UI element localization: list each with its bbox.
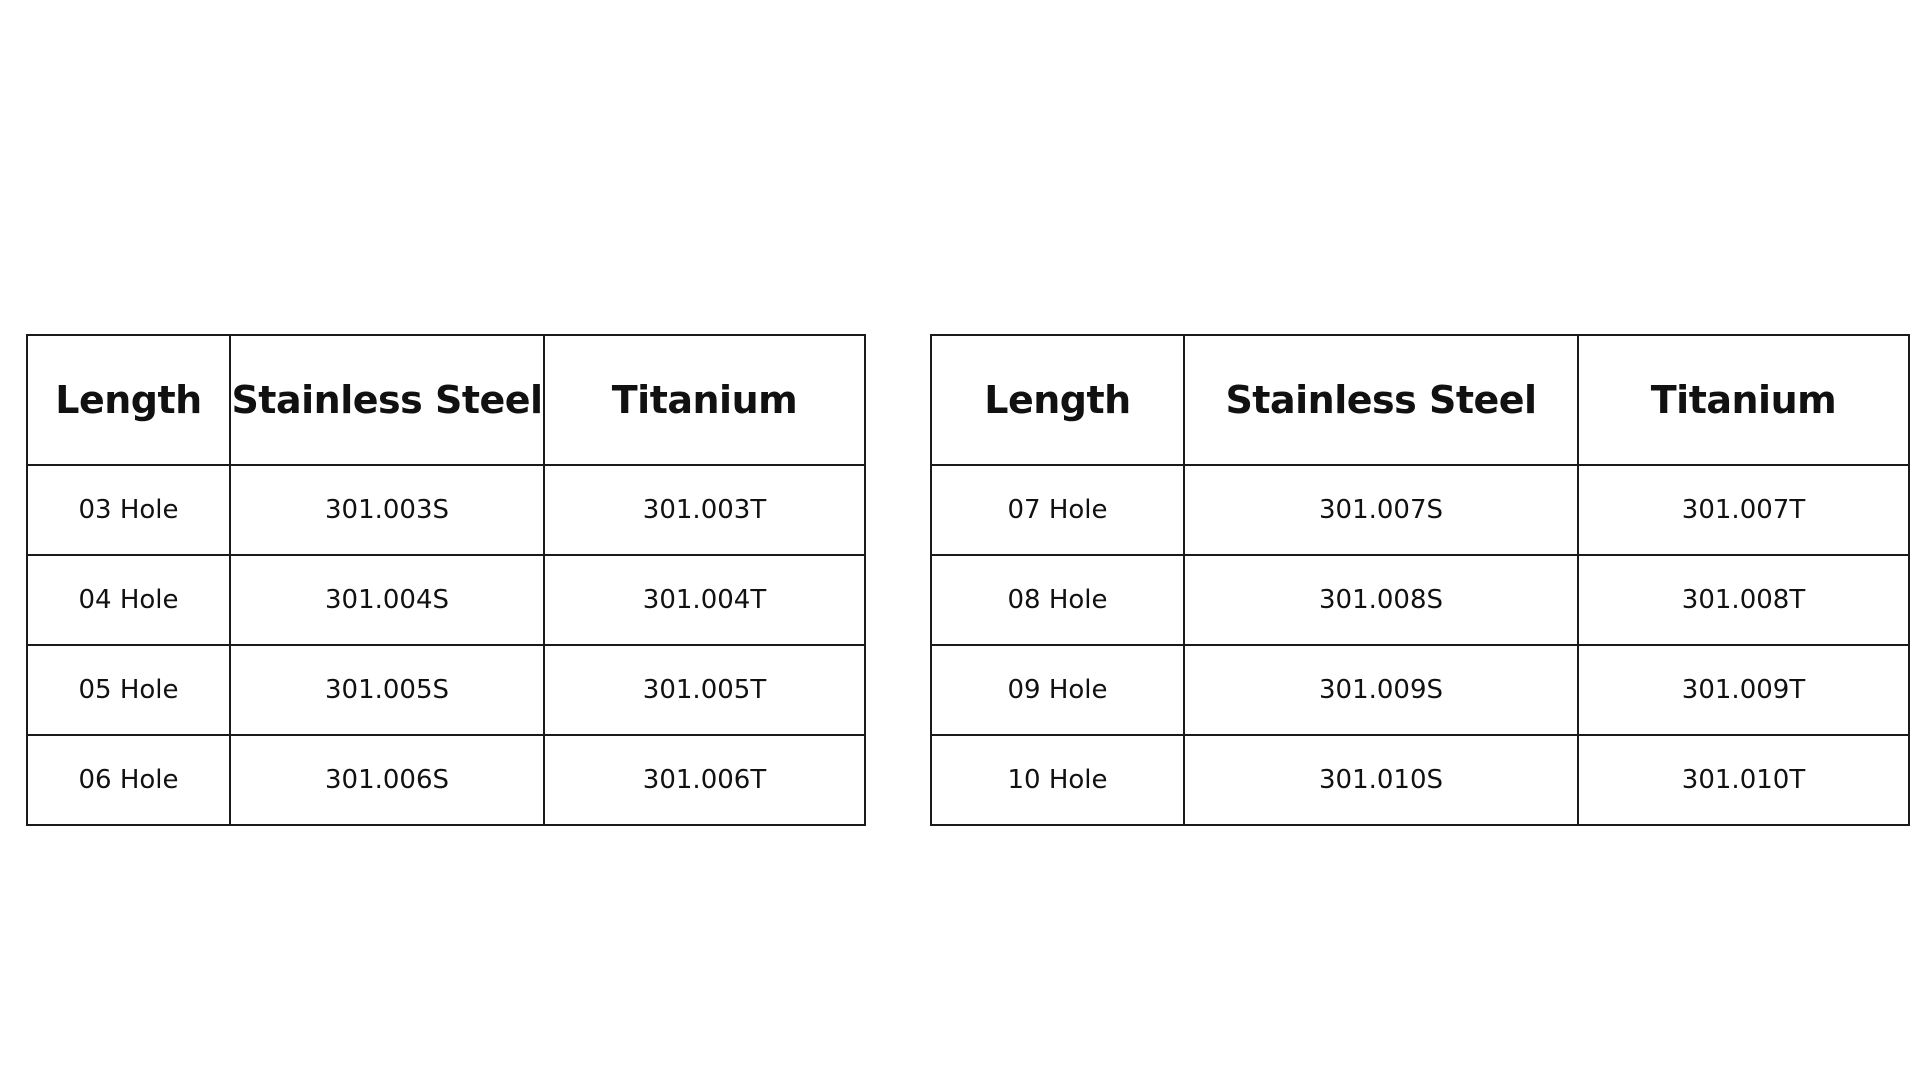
cell-titanium: 301.007T (1578, 465, 1909, 555)
part-table-right (930, 334, 1910, 826)
table-row (931, 645, 1909, 735)
cell-stainless-steel: 301.010S (1184, 735, 1578, 825)
cell-titanium: 301.009T (1578, 645, 1909, 735)
cell-stainless-steel: 301.006S (230, 735, 544, 825)
cell-titanium: 301.005T (544, 645, 865, 735)
part-table-left (26, 334, 866, 826)
cell-titanium: 301.006T (544, 735, 865, 825)
table-row (27, 735, 865, 825)
table-row (27, 465, 865, 555)
header-length: Length (931, 335, 1184, 465)
part-number-table (26, 334, 866, 826)
header-stainless-steel: Stainless Steel (1184, 335, 1578, 465)
cell-titanium: 301.004T (544, 555, 865, 645)
cell-length: 07 Hole (931, 465, 1184, 555)
cell-stainless-steel: 301.005S (230, 645, 544, 735)
cell-length: 04 Hole (27, 555, 230, 645)
cell-length: 06 Hole (27, 735, 230, 825)
header-titanium: Titanium (544, 335, 865, 465)
cell-length: 03 Hole (27, 465, 230, 555)
cell-titanium: 301.010T (1578, 735, 1909, 825)
header-titanium: Titanium (1578, 335, 1909, 465)
cell-titanium: 301.003T (544, 465, 865, 555)
table-row (931, 735, 1909, 825)
cell-stainless-steel: 301.008S (1184, 555, 1578, 645)
table-row (931, 555, 1909, 645)
cell-stainless-steel: 301.007S (1184, 465, 1578, 555)
table-row (931, 465, 1909, 555)
cell-titanium: 301.008T (1578, 555, 1909, 645)
header-length: Length (27, 335, 230, 465)
cell-length: 05 Hole (27, 645, 230, 735)
cell-length: 08 Hole (931, 555, 1184, 645)
table-row (27, 645, 865, 735)
cell-stainless-steel: 301.009S (1184, 645, 1578, 735)
cell-stainless-steel: 301.004S (230, 555, 544, 645)
part-number-table (930, 334, 1910, 826)
cell-stainless-steel: 301.003S (230, 465, 544, 555)
cell-length: 10 Hole (931, 735, 1184, 825)
table-header-row (931, 335, 1909, 465)
cell-length: 09 Hole (931, 645, 1184, 735)
table-row (27, 555, 865, 645)
header-stainless-steel: Stainless Steel (230, 335, 544, 465)
table-header-row (27, 335, 865, 465)
